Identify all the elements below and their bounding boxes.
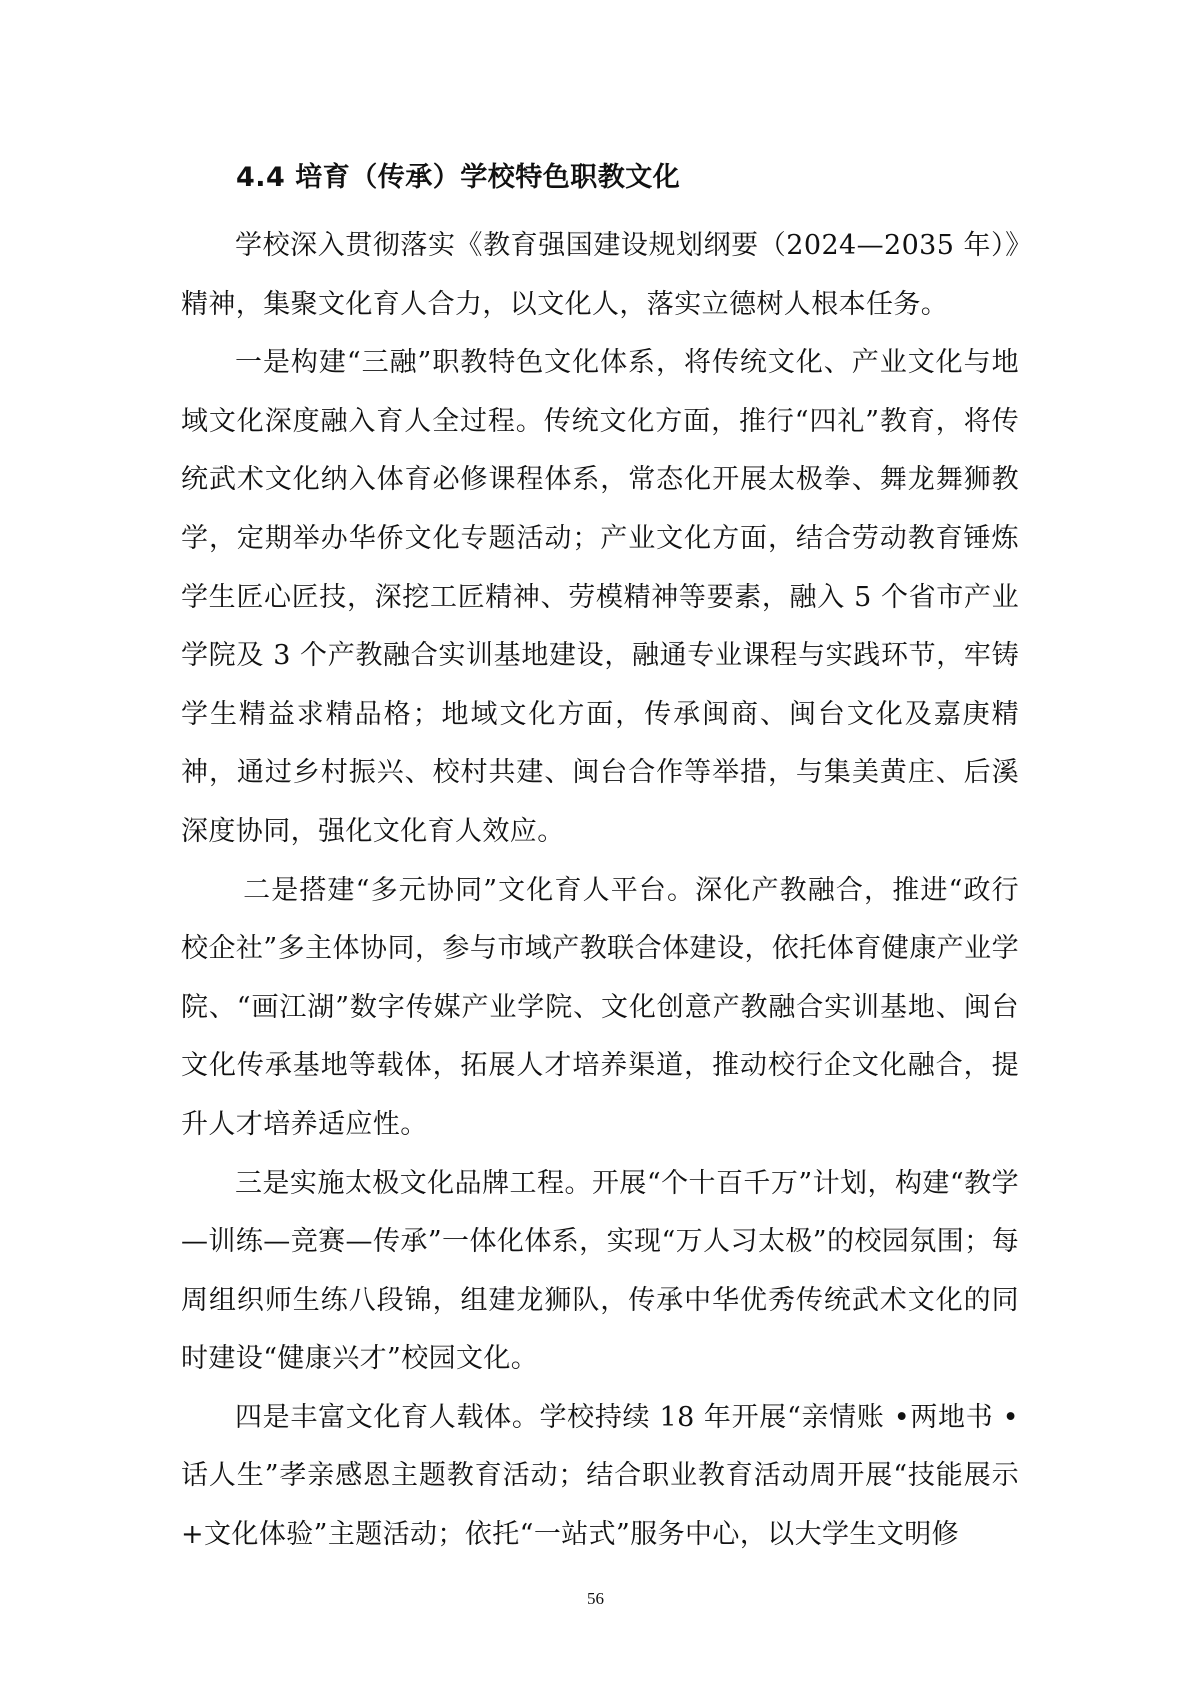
paragraph-intro: 学校深入贯彻落实《教育强国建设规划纲要（2024—2035 年）》精神，集聚文化育人合力，以文化人，落实立德树人根本任务。 — [181, 230, 1019, 320]
page-number: 56 — [587, 1589, 604, 1608]
paragraph-culture-carriers: 四是丰富文化育人载体。学校持续 18 年开展“亲情账 •两地书 •话人生”孝亲感恩主题教育活动；结合职业教育活动周开展“技能展示+文化体验”主题活动；依托“一站式”服务中心，以大学生文明修 — [181, 1401, 1019, 1551]
paragraph-culture-system: 一是构建“三融”职教特色文化体系，将传统文化、产业文化与地域文化深度融入育人全过程。传统文化方面，推行“四礼”教育，将传统武术文化纳入体育必修课程体系，常态化开展太极拳、舞龙舞狮教学，定期举办华侨文化专题活动；产业文化方面，结合劳动教育锤炼学生匠心匠技，深挖工匠精神、劳模精神等要素，融入 5 个省市产业学院及 3 个产教融合实训基地建设，融通专业课程与实践环节，牢铸学生精益求精品格；地域文化方面，传承闽商、闽台文化及嘉庚精神，通过乡村振兴、校村共建、闽台合作等举措，与集美黄庄、后溪深度协同，强化文化育人效应。 — [181, 347, 1019, 847]
paragraph-collaboration-platform: 二是搭建“多元协同”文化育人平台。深化产教融合，推进“政行校企社”多主体协同，参与市域产教联合体建设，依托体育健康产业学院、“画江湖”数字传媒产业学院、文化创意产教融合实训基地、闽台文化传承基地等载体，拓展人才培养渠道，推动校行企文化融合，提升人才培养适应性。 — [181, 874, 1019, 1140]
paragraph-taiji-brand: 三是实施太极文化品牌工程。开展“个十百千万”计划，构建“教学—训练—竞赛—传承”一体化体系，实现“万人习太极”的校园氛围；每周组织师生练八段锦，组建龙狮队，传承中华优秀传统武术文化的同时建设“健康兴才”校园文化。 — [181, 1167, 1019, 1375]
body-text — [181, 217, 1019, 1565]
section-heading: 4.4 培育（传承）学校特色职教文化 — [236, 162, 681, 193]
